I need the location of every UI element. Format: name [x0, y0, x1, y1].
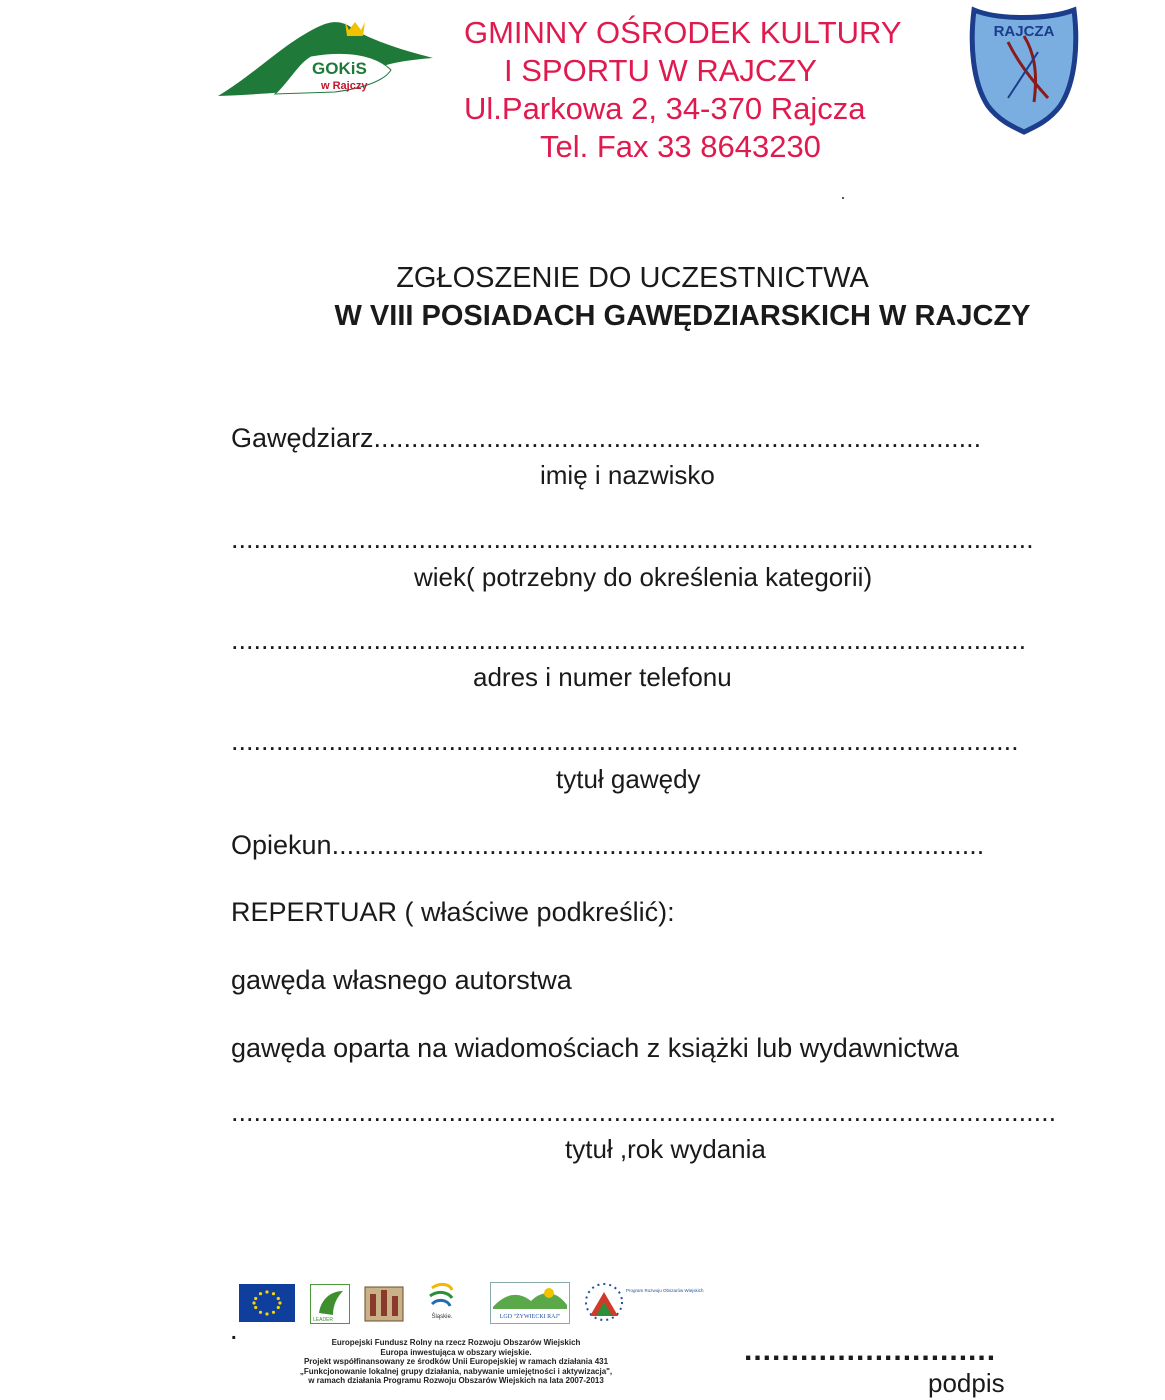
- rajcza-crest-icon: [968, 2, 1080, 134]
- prow-label: Program Rozwoju Obszarów Wiejskich: [626, 1288, 704, 1293]
- form-title-line2: W VIII POSIADACH GAWĘDZIARSKICH W RAJCZY: [334, 300, 1031, 332]
- coat-of-arms-icon: [364, 1286, 404, 1322]
- form-title-line1: ZGŁOSZENIE DO UCZESTNICTWA: [396, 262, 869, 294]
- age-hint: wiek( potrzebny do określenia kategorii): [414, 562, 873, 592]
- eu-flag-icon: [239, 1284, 295, 1322]
- signature-field[interactable]: ...........................: [744, 1334, 997, 1367]
- lgd-label: LGD "ŻYWIECKI RAJ": [499, 1314, 561, 1320]
- guardian-field[interactable]: Opiekun.......................................................................................: [231, 830, 985, 860]
- funding-note-line: Europa inwestująca w obszary wiejskie.: [380, 1347, 532, 1357]
- sponsor-logos: [236, 1280, 704, 1324]
- funding-note-line: w ramach działania Programu Rozwoju Obszarów Wiejskich na lata 2007-2013: [308, 1376, 604, 1386]
- address-field[interactable]: ..........................................................................................................: [231, 625, 1027, 655]
- repertoire-option-own[interactable]: gawęda własnego autorstwa: [231, 965, 572, 995]
- lgd-zywiecki-raj-logo-icon: [490, 1282, 570, 1324]
- org-name-line2: I SPORTU W RAJCZY: [504, 53, 817, 88]
- signature-label: podpis: [928, 1368, 1005, 1398]
- leader-logo-icon: [310, 1284, 350, 1324]
- prow-logo-icon: [582, 1280, 704, 1324]
- org-phone-fax: Tel. Fax 33 8643230: [540, 129, 821, 164]
- slaskie-logo-icon: [422, 1280, 462, 1324]
- gokis-logo: [215, 14, 435, 104]
- address-hint: adres i numer telefonu: [473, 662, 732, 692]
- age-field[interactable]: ...........................................................................................................: [231, 524, 1034, 554]
- story-title-hint: tytuł gawędy: [556, 764, 701, 794]
- slaskie-label: Śląskie.: [431, 1314, 453, 1320]
- org-address: Ul.Parkowa 2, 34-370 Rajcza: [464, 91, 866, 126]
- funding-note-line: „Funkcjonowanie lokalnej grupy działania, nabywanie umiejętności i aktywizacja",: [299, 1366, 613, 1376]
- funding-note-line: Europejski Fundusz Rolny na rzecz Rozwoju Obszarów Wiejskich: [331, 1338, 581, 1347]
- crest-label: RAJCZA: [993, 23, 1055, 40]
- stray-dot: [842, 197, 844, 199]
- story-title-field[interactable]: .........................................................................................................: [231, 726, 1019, 756]
- storyteller-field[interactable]: Gawędziarz.................................................................................: [231, 423, 982, 453]
- gokis-logo-text: GOKiS: [312, 59, 367, 78]
- footer-dot: .: [231, 1322, 237, 1344]
- storyteller-hint: imię i nazwisko: [540, 460, 715, 490]
- org-name-line1: GMINNY OŚRODEK KULTURY: [464, 15, 902, 50]
- organization-header: [440, 14, 960, 166]
- gokis-logo-sub: w Rajczy: [321, 80, 368, 92]
- book-title-hint: tytuł ,rok wydania: [565, 1134, 766, 1164]
- repertoire-option-book[interactable]: gawęda oparta na wiadomościach z książki lub wydawnictwa: [231, 1033, 959, 1063]
- funding-note-line: Projekt współfinansowany ze środków Unii Europejskiej w ramach działania 431: [303, 1357, 609, 1367]
- book-title-field[interactable]: ..............................................................................................................: [231, 1097, 1057, 1127]
- leader-label: LEADER: [313, 1317, 334, 1323]
- funding-note: [230, 1338, 682, 1386]
- repertoire-heading: REPERTUAR ( właściwe podkreślić):: [231, 897, 675, 927]
